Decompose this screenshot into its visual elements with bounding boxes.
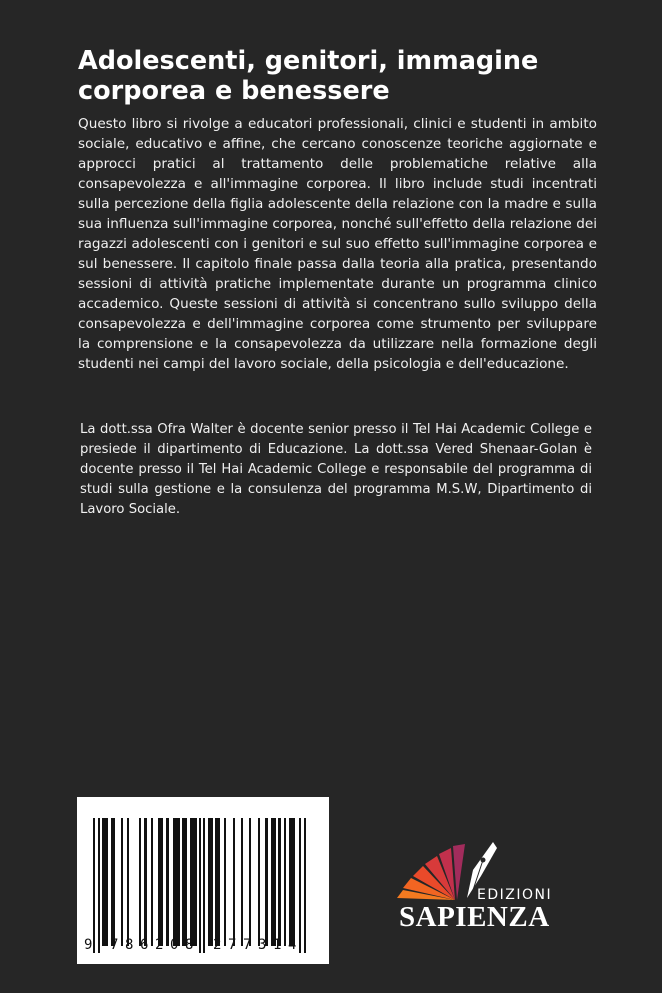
isbn-digit: 2 [155,937,164,953]
book-description: Questo libro si rivolge a educatori professionali, clinici e studenti in ambito sociale, educativo e affine, che cercano conoscenze teoriche aggiornate e approcci pratici al trattamento delle problematiche relative alla consapevolezza e all'immagine corporea. Il libro include studi incentrati sulla percezione della figlia adolescente della relazione con la madre e sulla sua influenza sull'immagine corporea, nonché sull'effetto della relazione dei ragazzi adolescenti con i genitori e sul suo effetto sull'immagine corporea e sul benessere. Il capitolo finale passa dalla teoria alla pratica, presentando sessioni di attività pratiche implementate durante un programma clinico accademico. Queste sessioni di attività si concentrano sullo sviluppo della consapevolezza e dell'immagine corporea come strumento per sviluppare la comprensione e la consapevolezza da utilizzare nella formazione degli studenti nei campi del lavoro sociale, della psicologia e dell'educazione. [78,116,597,372]
isbn-digit: 9 [84,937,93,953]
isbn-digit: 7 [110,937,119,953]
isbn-digit: 1 [273,937,282,953]
isbn-digit: 3 [258,937,267,953]
isbn-digit: 8 [125,937,134,953]
publisher-name-line1: EDIZIONI [477,887,553,903]
isbn-digit: 7 [243,937,252,953]
isbn-barcode [77,797,329,964]
isbn-digit: 0 [170,937,179,953]
isbn-digit: 6 [140,937,149,953]
isbn-digit: 4 [288,937,297,953]
publisher-logo [385,830,565,940]
isbn-digit: 7 [228,937,237,953]
authors-bio: La dott.ssa Ofra Walter è docente senior presso il Tel Hai Academic College e presiede il dipartimento di Educazione. La dott.ssa Vered Shenaar-Golan è docente presso il Tel Hai Academic College e responsabile del programma di studi sulla gestione e la consulenza del programma M.S.W, Dipartimento di Lavoro Sociale. [80,422,592,517]
publisher-name-line2: SAPIENZA [399,901,550,933]
book-title: Adolescenti, genitori, immagine corporea e benessere [78,46,539,106]
isbn-digit: 2 [213,937,222,953]
isbn-digit: 8 [185,937,194,953]
